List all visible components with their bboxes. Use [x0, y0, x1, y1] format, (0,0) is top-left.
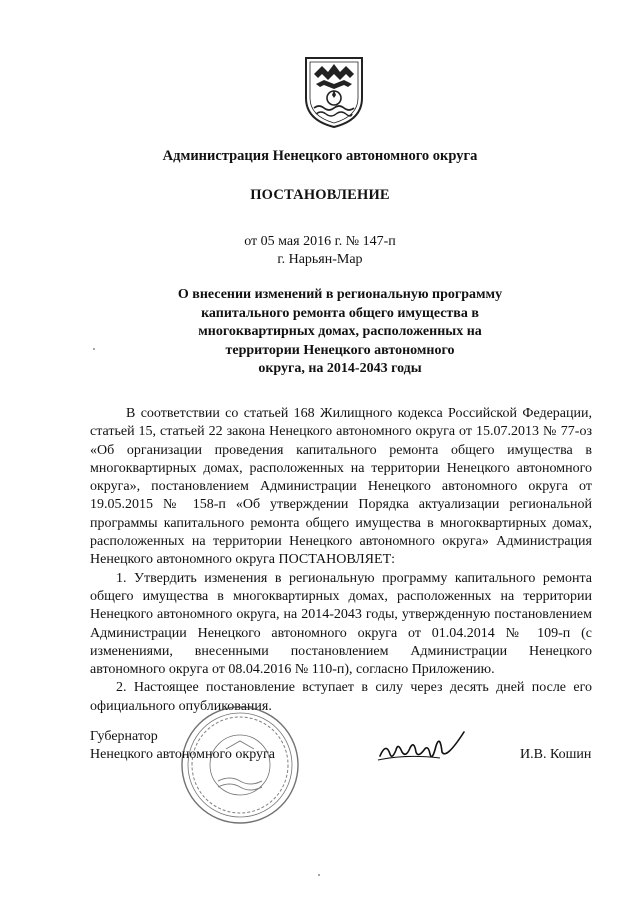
signatory-name: И.В. Кошин	[520, 747, 592, 762]
title-line: многоквартирных домах, расположенных на	[198, 324, 482, 339]
coat-of-arms-icon	[302, 54, 366, 130]
official-stamp	[178, 703, 302, 827]
document-date-number: от 05 мая 2016 г. № 147-п	[244, 234, 396, 249]
document-title	[120, 286, 560, 379]
preamble-paragraph: В соответствии со статьей 168 Жилищного кодекса Российской Федерации, статьей 15, статьей 22 закона Ненецкого автономного округа от 15.07.2013 № 77-оз «Об организации проведения капитального ремонта общего имущества в многоквартирных домах, расположенных на территории Ненецкого автономного округа», постановлением Администрации Ненецкого автономного округа от 19.05.2015 № 158-п «Об утверждении Порядка актуализации региональной программы капитального ремонта общего имущества в многоквартирных домах, расположенных на территории Ненецкого автономного округа» Администрация Ненецкого автономного округа ПОСТАНОВЛЯЕТ:	[90, 406, 592, 568]
title-line: капитального ремонта общего имущества в	[201, 305, 479, 321]
scan-speck	[318, 874, 320, 876]
resolution-item-1: 1. Утвердить изменения в региональную программу капитального ремонта общего имущества в многоквартирных домах, расположенных на территории Ненецкого автономного округа, на 2014-2043 годы, утвержденную постановлением Администрации Ненецкого автономного округа от 01.04.2014 № 109-п (с изменениями, внесенными постановлением Администрации Ненецкого автономного округа от 08.04.2016 № 110-п), согласно Приложению.	[90, 570, 592, 678]
document-body	[90, 405, 592, 716]
document-type: ПОСТАНОВЛЕНИЕ	[250, 187, 390, 203]
resolution-item-2: 2. Настоящее постановление вступает в силу через десять дней после его официального опубликования.	[90, 680, 592, 714]
title-line: округа, на 2014-2043 годы	[258, 361, 422, 376]
signatory-position: Губернатор	[90, 729, 158, 744]
agency-name: Администрация Ненецкого автономного округа	[162, 148, 478, 164]
signatory-region: Ненецкого автономного округа	[90, 747, 275, 762]
handwritten-signature	[376, 728, 468, 768]
title-line: О внесении изменений в региональную программу	[177, 287, 503, 302]
title-line: территории Ненецкого автономного	[225, 342, 455, 358]
scan-speck	[93, 348, 95, 350]
document-city: г. Нарьян-Мар	[277, 252, 363, 267]
